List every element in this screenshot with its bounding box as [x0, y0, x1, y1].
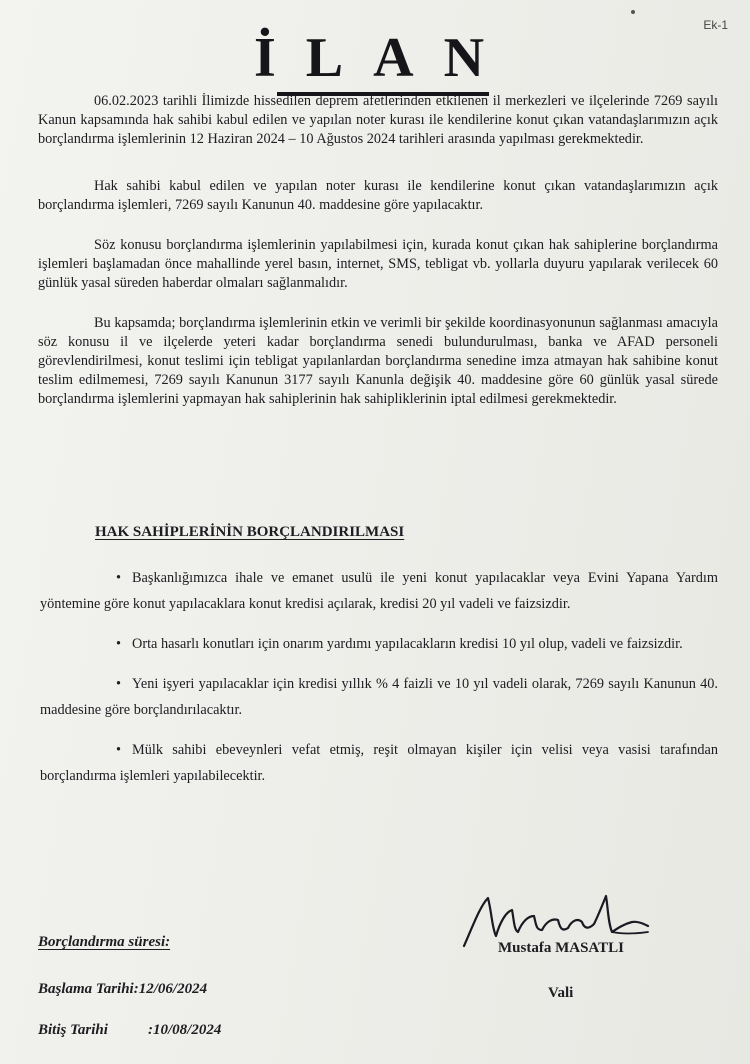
- bullet-text-1: Başkanlığımızca ihale ve emanet usulü ile yeni konut yapılacaklar veya Evini Yapana Yardım yöntemine göre konut yapılacaklara konut kredisi açılarak, kredisi 20 yıl vadeli ve faizsizdir.: [40, 570, 718, 612]
- bullet-item: [40, 631, 718, 657]
- duration-label: Borçlandırma süresi:: [38, 934, 171, 950]
- paragraph-2: Hak sahibi kabul edilen ve yapılan noter kurası ile kendilerine konut çıkan vatandaşlarımızın açık borçlandırma işlemleri, 7269 sayılı Kanunun 40. maddesine göre yapılacaktır.: [38, 178, 718, 213]
- end-date-label: Bitiş Tarihi: [38, 1022, 108, 1038]
- end-date-row: [38, 1022, 221, 1039]
- bullet-item: [40, 565, 718, 617]
- start-date-row: [38, 981, 207, 998]
- bullet-item: [40, 737, 718, 789]
- bullet-dot: •: [116, 742, 122, 758]
- paragraph-3: Söz konusu borçlandırma işlemlerinin yapılabilmesi için, kurada konut çıkan hak sahiplerine borçlandırma işlemleri başlamadan önce mahallinde yerel basın, internet, SMS, tebligat vb. yollarla duyuru yapılarak verilecek 60 günlük yasal süreden haberdar olmaları sağlanmalıdır.: [38, 237, 718, 291]
- bullet-dot: •: [116, 570, 122, 586]
- section-heading: HAK SAHİPLERİNİN BORÇLANDIRILMASI: [95, 524, 405, 540]
- start-date-label: Başlama Tarihi:: [38, 981, 139, 997]
- bullet-text-4: Mülk sahibi ebeveynleri vefat etmiş, reşit olmayan kişiler için velisi veya vasisi tarafından borçlandırma işlemleri yapılabilecektir.: [40, 742, 718, 784]
- annex-label: Ek-1: [703, 18, 728, 32]
- bullet-item: [40, 671, 718, 723]
- bullet-text-2: Orta hasarlı konutları için onarım yardımı yapılacakların kredisi 10 yıl olup, vadeli ve faizsizdir.: [132, 636, 683, 652]
- paragraph-1: 06.02.2023 tarihli İlimizde hissedilen deprem afetlerinden etkilenen il merkezleri ve ilçelerinde 7269 sayılı Kanun kapsamında hak sahibi kabul edilen ve yapılan noter kurası ile kendilerine konut çıkan vatandaşlarımızın açık borçlandırma işlemlerinin 12 Haziran 2024 – 10 Ağustos 2024 tarihleri arasında yapılması gerekmektedir.: [38, 93, 718, 147]
- signer-name: Mustafa MASATLI: [498, 940, 624, 956]
- bullet-list: [40, 565, 718, 803]
- signer-title: Vali: [548, 985, 574, 1001]
- start-date-value: 12/06/2024: [138, 981, 208, 997]
- end-date-value: :10/08/2024: [148, 1022, 222, 1038]
- body-paragraphs: [38, 92, 718, 430]
- bullet-dot: •: [116, 676, 122, 692]
- paragraph-4: Bu kapsamda; borçlandırma işlemlerinin etkin ve verimli bir şekilde koordinasyonunun sağlanması amacıyla söz konusu il ve ilçelerde yeteri kadar borçlandırma senedi bulundurulması, banka ve AFAD personeli görevlendirilmesi, konut teslimi için tebligat yapılanlardan borçlandırma senedine imza atmayan hak sahibine konut teslim edilmemesi, 7269 sayılı Kanunun 3177 sayılı Kanunla değişik 40. maddesine göre 60 günlük yasal sürede borçlandırma işlemlerini yapmayan hak sahiplerinin hak sahipliklerinin iptal edilmesi gerekmektedir.: [38, 315, 718, 407]
- corner-mark: [631, 10, 635, 14]
- document-title: İLAN: [253, 27, 515, 89]
- bullet-text-3: Yeni işyeri yapılacaklar için kredisi yıllık % 4 faizli ve 10 yıl vadeli olarak, 7269 sayılı Kanunun 40. maddesine göre borçlandırılacaktır.: [40, 676, 718, 718]
- bullet-dot: •: [116, 636, 122, 652]
